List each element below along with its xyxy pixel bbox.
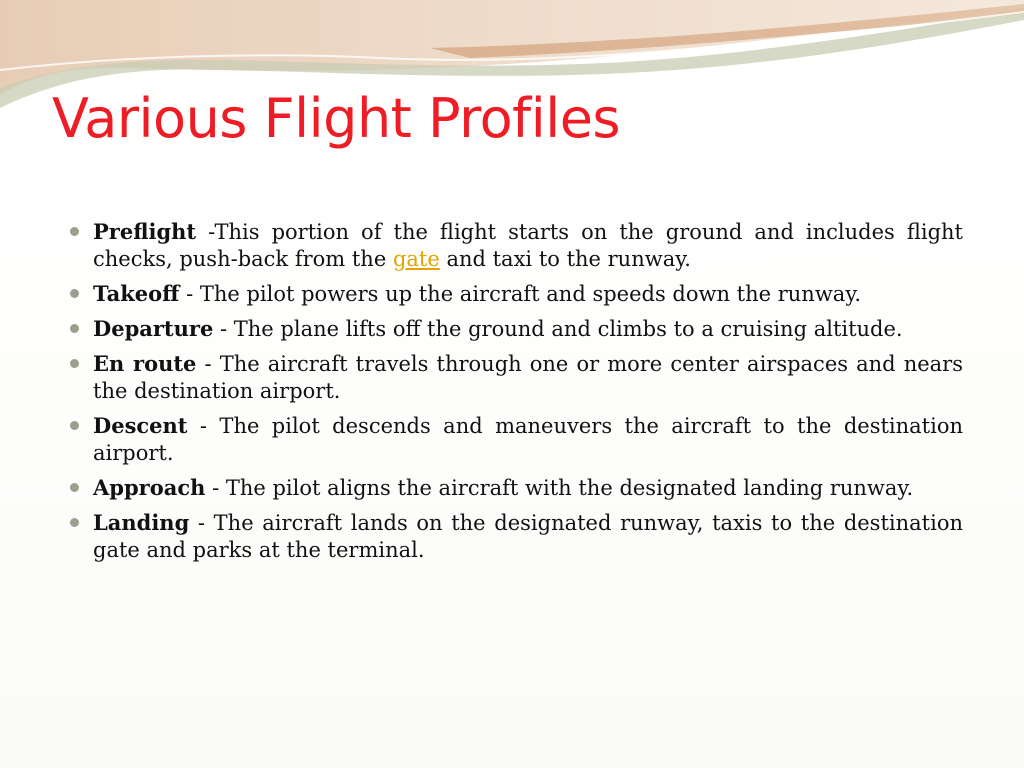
bullet-term: Takeoff <box>93 281 180 306</box>
bullet-term: Preflight <box>93 219 197 244</box>
bullet-term: Departure <box>93 316 214 341</box>
slide-title: Various Flight Profiles <box>52 87 621 150</box>
bullet-dot-icon <box>70 227 79 236</box>
gate-link[interactable]: gate <box>392 247 440 271</box>
bullet-term: Approach <box>93 475 206 500</box>
bullet-dot-icon <box>70 289 79 298</box>
bullet-text: and taxi to the runway. <box>439 247 691 271</box>
bullet-text: - The pilot powers up the aircraft and speeds down the runway. <box>179 282 862 306</box>
bullet-term: Descent <box>93 413 188 438</box>
bullet-item-descent <box>70 412 963 467</box>
bullet-text: - The aircraft lands on the designated runway, taxis to the destination gate and parks at the terminal. <box>93 511 963 562</box>
bullet-dot-icon <box>70 518 79 527</box>
bullet-item-preflight <box>70 218 963 273</box>
bullet-term: Landing <box>93 510 190 535</box>
bullet-text: - The pilot descends and maneuvers the aircraft to the destination airport. <box>93 414 963 465</box>
bullet-dot-icon <box>70 483 79 492</box>
bullet-dot-icon <box>70 359 79 368</box>
bullet-item-approach <box>70 474 963 502</box>
bullet-text: - The aircraft travels through one or more center airspaces and nears the destination airport. <box>93 352 963 403</box>
bullet-dot-icon <box>70 421 79 430</box>
bullet-text: - The plane lifts off the ground and climbs to a cruising altitude. <box>213 317 903 341</box>
bullet-item-landing <box>70 509 963 564</box>
bullet-text: - The pilot aligns the aircraft with the designated landing runway. <box>205 476 914 500</box>
bullet-item-takeoff <box>70 280 963 308</box>
bullet-term: En route <box>93 351 197 376</box>
bullet-item-en-route <box>70 350 963 405</box>
bullet-item-departure <box>70 315 963 343</box>
bullet-list <box>70 218 963 571</box>
bullet-text: -This portion of the flight starts on the ground and includes flight checks, push-back from the <box>93 220 963 271</box>
bullet-dot-icon <box>70 324 79 333</box>
